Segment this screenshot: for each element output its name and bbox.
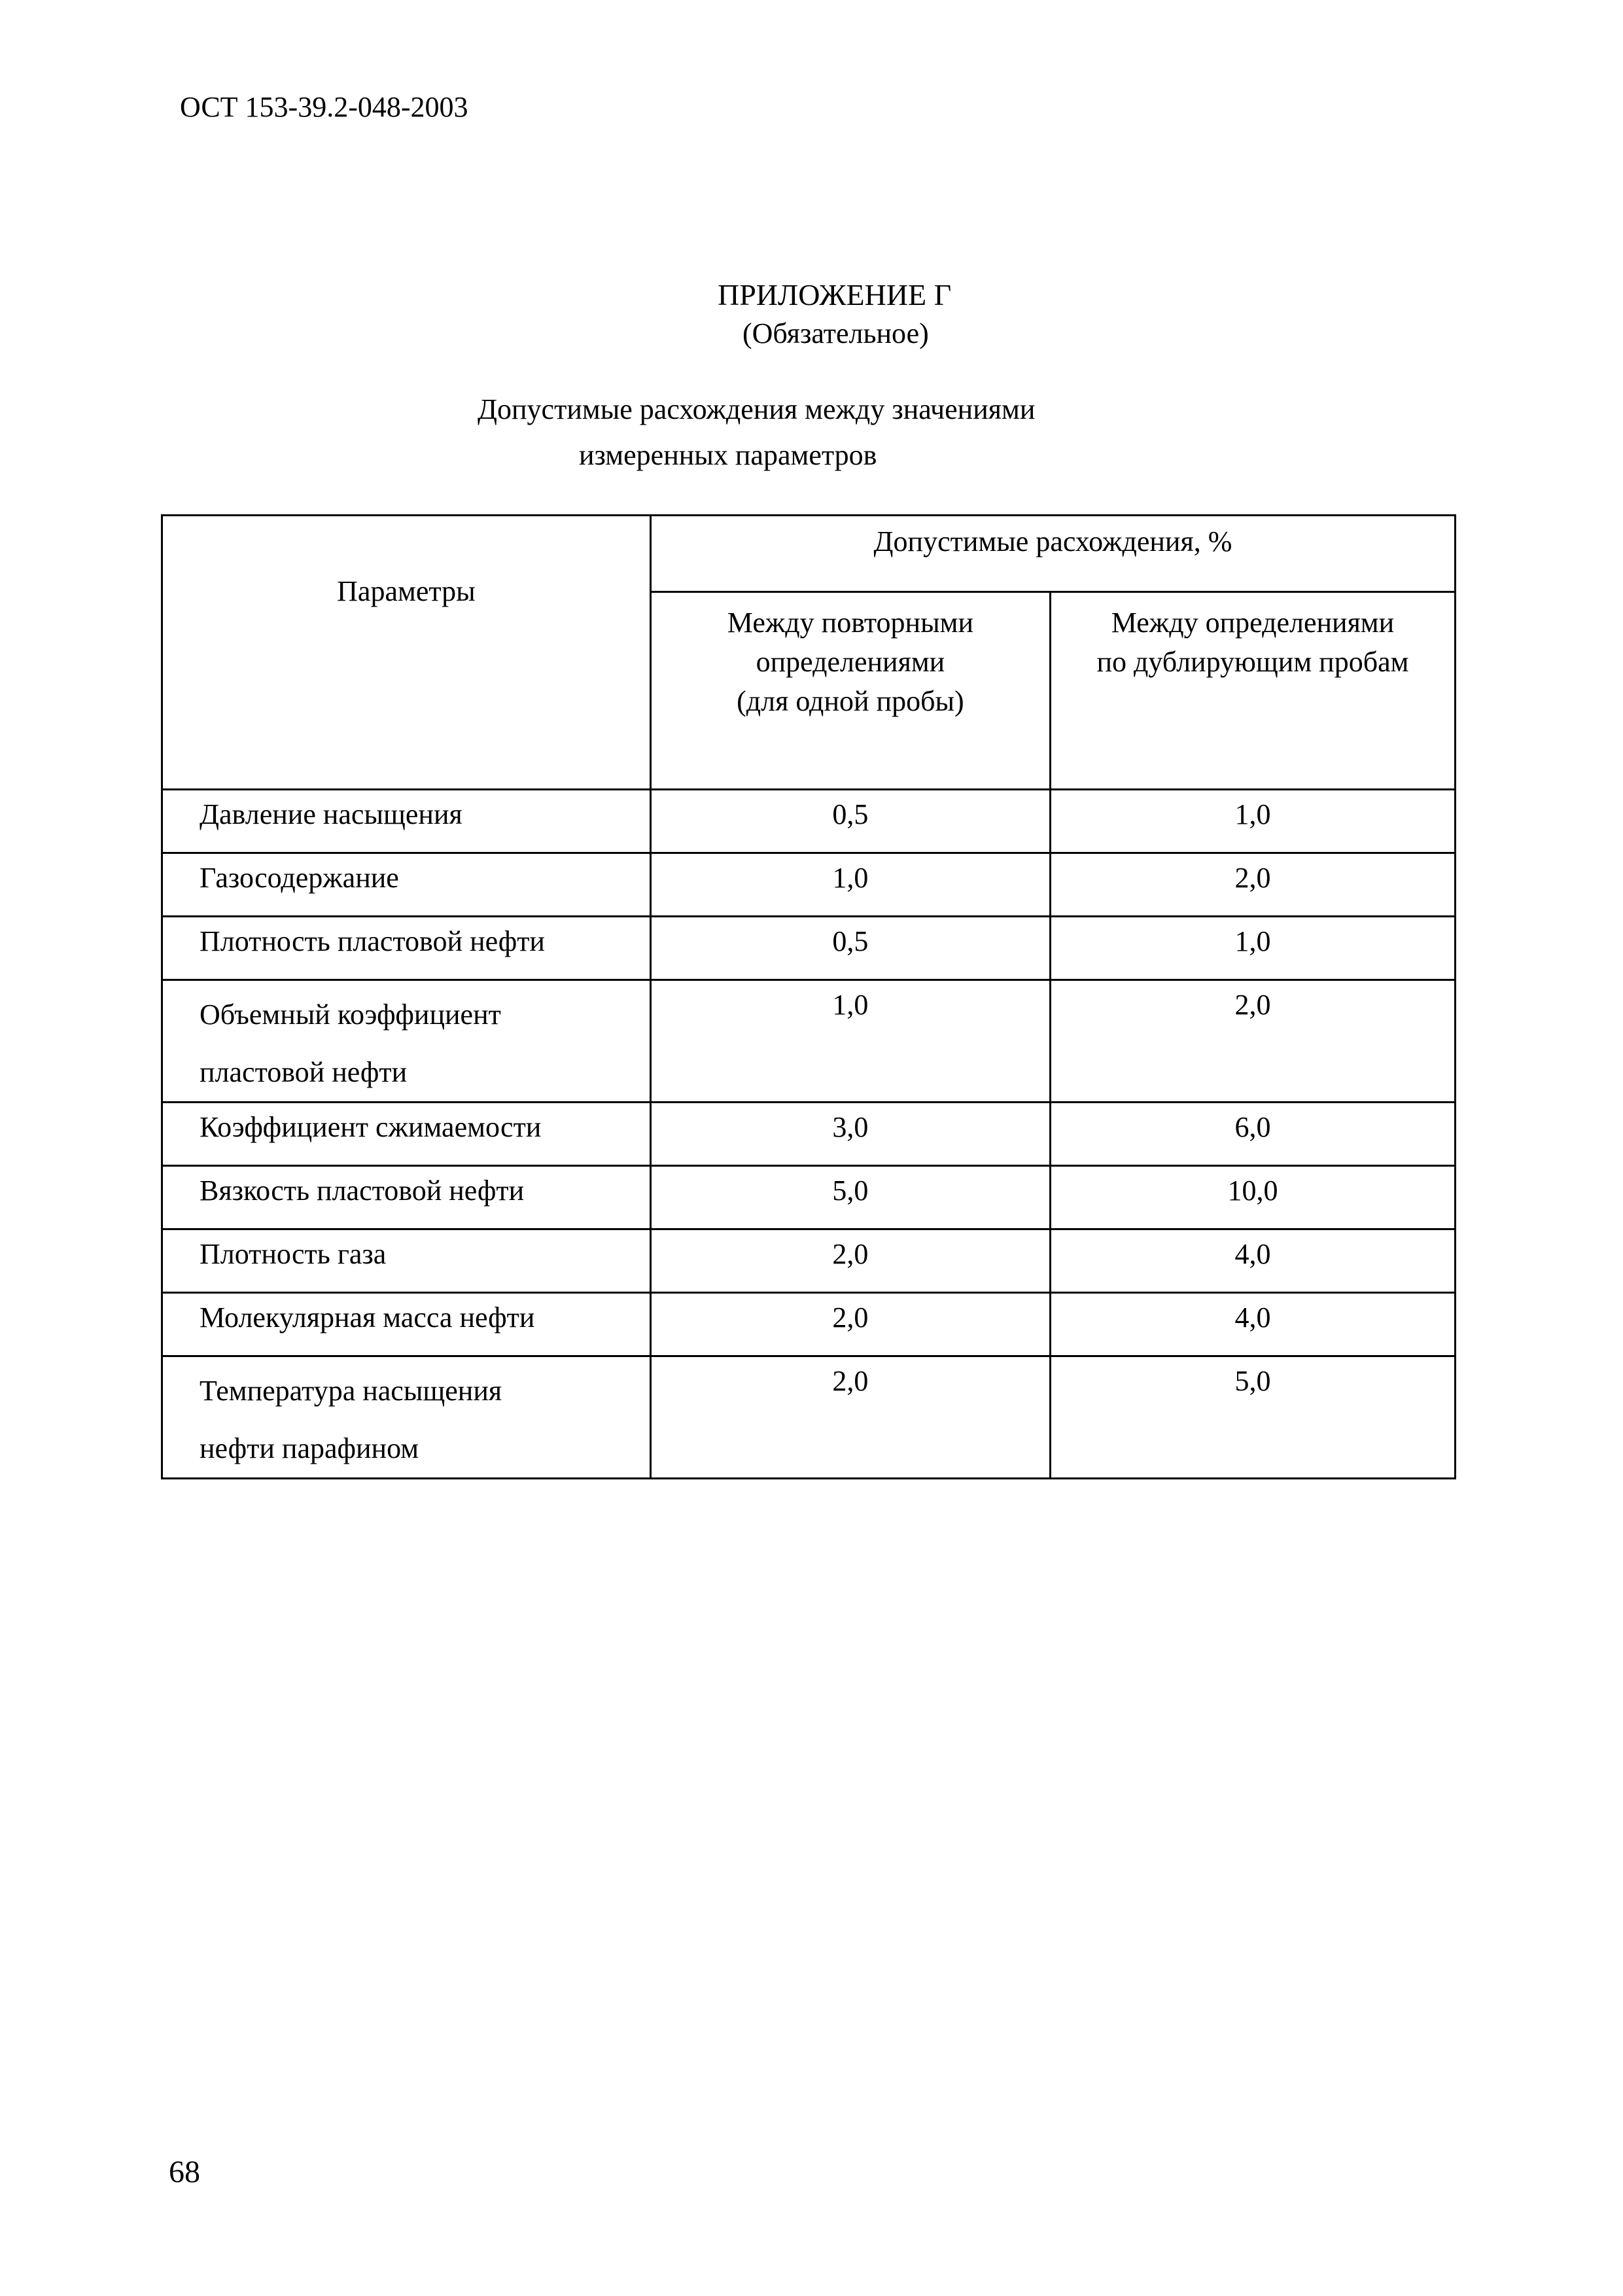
parameter-name-line: пластовой нефти	[200, 1056, 408, 1088]
duplicate-value: 5,0	[1050, 1356, 1455, 1479]
parameter-name-line: нефти парафином	[200, 1432, 419, 1464]
table-row	[162, 1103, 1456, 1166]
parameter-name	[162, 1166, 651, 1229]
parameter-name-line: Газосодержание	[200, 862, 399, 894]
tolerance-table	[161, 514, 1456, 1479]
duplicate-value: 2,0	[1050, 853, 1455, 917]
repeat-value: 0,5	[650, 917, 1050, 980]
table-row	[162, 980, 1456, 1103]
table-row	[162, 1166, 1456, 1229]
page-number: 68	[169, 2155, 200, 2189]
parameter-name-line: Плотность газа	[200, 1238, 387, 1270]
parameter-name	[162, 1103, 651, 1166]
table-row	[162, 790, 1456, 853]
duplicate-value: 4,0	[1050, 1229, 1455, 1293]
table-title-line1: Допустимые расхождения между значениями	[478, 393, 1036, 425]
header-parameters: Параметры	[162, 516, 651, 790]
header-repeat	[650, 592, 1050, 790]
header-repeat-line: Между повторными	[727, 607, 974, 639]
header-dup-line: Между определениями	[1111, 607, 1395, 639]
header-repeat-line: определениями	[756, 646, 945, 679]
header-repeat-line: (для одной пробы)	[737, 685, 964, 718]
duplicate-value: 10,0	[1050, 1166, 1455, 1229]
table-row	[162, 1293, 1456, 1356]
parameter-name	[162, 790, 651, 853]
repeat-value: 2,0	[650, 1293, 1050, 1356]
appendix-note: (Обязательное)	[742, 317, 929, 349]
header-dup-line: по дублирующим пробам	[1096, 646, 1409, 679]
table-row	[162, 1356, 1456, 1479]
header-tolerances: Допустимые расхождения, %	[650, 516, 1455, 592]
parameter-name	[162, 1293, 651, 1356]
doc-code: ОСТ 153-39.2-048-2003	[180, 91, 468, 123]
parameter-name	[162, 980, 651, 1103]
parameter-name-line: Объемный коэффициент	[200, 998, 501, 1031]
repeat-value: 2,0	[650, 1356, 1050, 1479]
repeat-value: 5,0	[650, 1166, 1050, 1229]
table-row	[162, 917, 1456, 980]
duplicate-value: 6,0	[1050, 1103, 1455, 1166]
table-title-line2: измеренных параметров	[579, 439, 877, 471]
repeat-value: 2,0	[650, 1229, 1050, 1293]
parameter-name-line: Плотность пластовой нефти	[200, 925, 545, 957]
table-row	[162, 1229, 1456, 1293]
parameter-name	[162, 853, 651, 917]
parameter-name-line: Давление насыщения	[200, 798, 462, 830]
duplicate-value: 4,0	[1050, 1293, 1455, 1356]
parameter-name	[162, 1356, 651, 1479]
duplicate-value: 1,0	[1050, 790, 1455, 853]
appendix-title: ПРИЛОЖЕНИЕ Г	[718, 278, 952, 311]
parameter-name-line: Молекулярная масса нефти	[200, 1301, 535, 1333]
header-duplicate	[1050, 592, 1455, 790]
parameter-name	[162, 1229, 651, 1293]
repeat-value: 1,0	[650, 980, 1050, 1103]
parameter-name-line: Вязкость пластовой нефти	[200, 1174, 525, 1207]
table-body	[162, 790, 1456, 1479]
repeat-value: 3,0	[650, 1103, 1050, 1166]
parameter-name-line: Коэффициент сжимаемости	[200, 1111, 542, 1143]
parameter-name-line: Температура насыщения	[200, 1375, 502, 1407]
repeat-value: 1,0	[650, 853, 1050, 917]
parameter-name	[162, 917, 651, 980]
duplicate-value: 2,0	[1050, 980, 1455, 1103]
duplicate-value: 1,0	[1050, 917, 1455, 980]
table-row	[162, 853, 1456, 917]
repeat-value: 0,5	[650, 790, 1050, 853]
